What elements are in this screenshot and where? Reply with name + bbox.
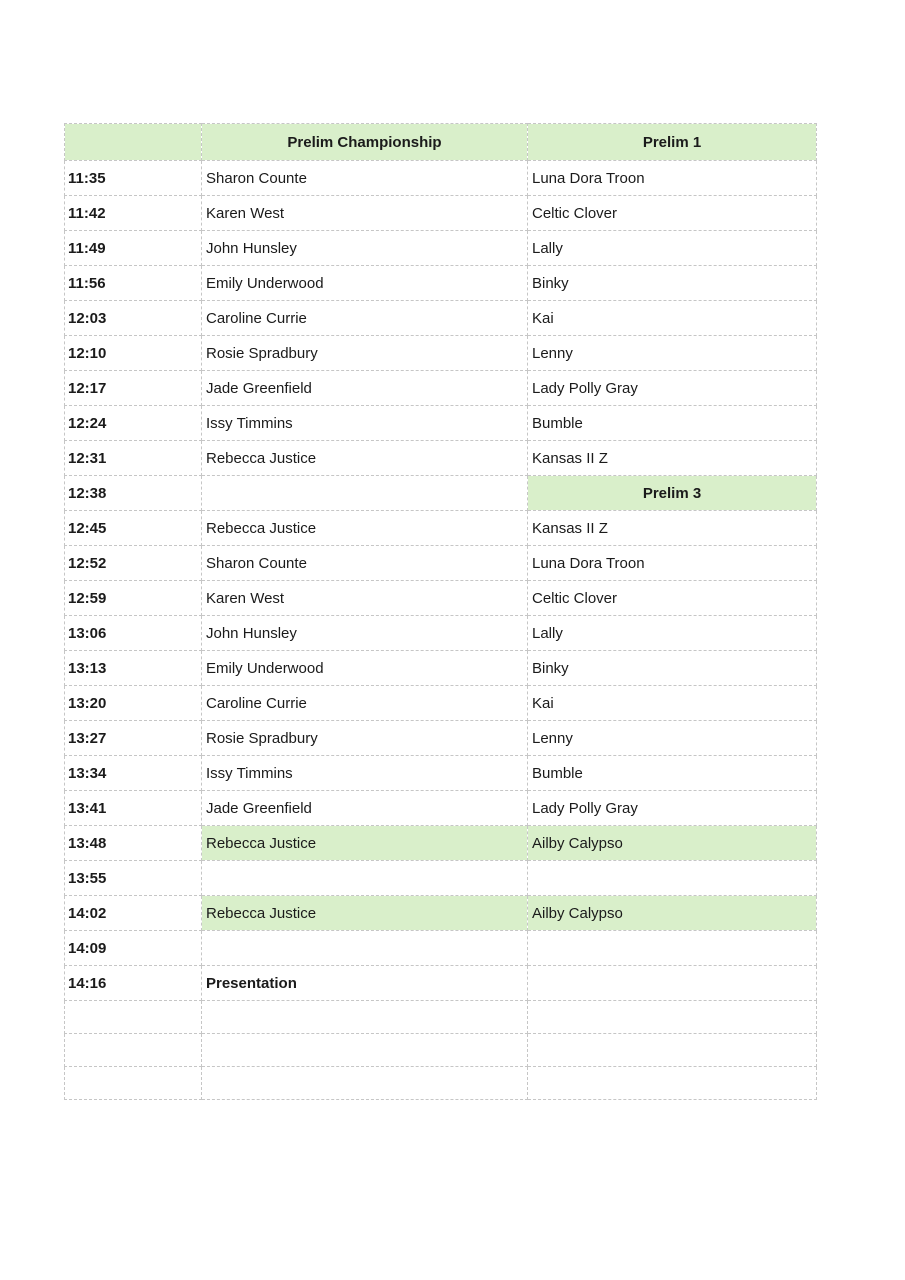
table-row (65, 511, 817, 546)
horse-cell: Lady Polly Gray (528, 371, 817, 406)
table-row (65, 756, 817, 791)
rider-cell: Rebecca Justice (202, 826, 528, 861)
table-row (65, 1001, 817, 1034)
table-row (65, 301, 817, 336)
table-row (65, 616, 817, 651)
table-row (65, 896, 817, 931)
table-row (65, 1034, 817, 1067)
header-class2-cell: Prelim 1 (528, 124, 817, 161)
rider-cell: Jade Greenfield (202, 371, 528, 406)
time-cell: 12:52 (65, 546, 202, 581)
table-row (65, 581, 817, 616)
time-cell: 14:16 (65, 966, 202, 1001)
time-cell: 13:06 (65, 616, 202, 651)
rider-cell: John Hunsley (202, 231, 528, 266)
rider-cell: Jade Greenfield (202, 791, 528, 826)
time-cell: 12:10 (65, 336, 202, 371)
table-row (65, 231, 817, 266)
rider-cell: Emily Underwood (202, 266, 528, 301)
rider-cell: Caroline Currie (202, 686, 528, 721)
horse-cell: Lenny (528, 721, 817, 756)
header-class1-cell: Prelim Championship (202, 124, 528, 161)
horse-cell: Celtic Clover (528, 581, 817, 616)
horse-cell (528, 1034, 817, 1067)
time-cell: 13:48 (65, 826, 202, 861)
horse-cell: Lally (528, 616, 817, 651)
horse-cell (528, 1067, 817, 1100)
header-time-cell (65, 124, 202, 161)
rider-cell: Rebecca Justice (202, 441, 528, 476)
table-row (65, 476, 817, 511)
horse-cell: Kai (528, 301, 817, 336)
table-row (65, 336, 817, 371)
rider-cell (202, 476, 528, 511)
rider-cell: Issy Timmins (202, 756, 528, 791)
rider-cell (202, 931, 528, 966)
horse-cell (528, 1001, 817, 1034)
time-cell: 11:35 (65, 161, 202, 196)
horse-cell: Bumble (528, 406, 817, 441)
horse-cell (528, 931, 817, 966)
rider-cell (202, 1034, 528, 1067)
time-cell: 13:13 (65, 651, 202, 686)
time-cell: 13:55 (65, 861, 202, 896)
section-header-cell: Prelim 3 (528, 476, 817, 511)
horse-cell: Kai (528, 686, 817, 721)
rider-cell: Sharon Counte (202, 161, 528, 196)
rider-cell (202, 1001, 528, 1034)
table-row (65, 546, 817, 581)
time-cell: 12:38 (65, 476, 202, 511)
time-cell: 12:45 (65, 511, 202, 546)
rider-cell: Presentation (202, 966, 528, 1001)
schedule-table (64, 123, 817, 1100)
rider-cell: Rosie Spradbury (202, 721, 528, 756)
horse-cell: Lally (528, 231, 817, 266)
time-cell: 12:03 (65, 301, 202, 336)
rider-cell (202, 861, 528, 896)
table-row (65, 966, 817, 1001)
rider-cell: Rebecca Justice (202, 511, 528, 546)
table-row (65, 686, 817, 721)
table-row (65, 371, 817, 406)
horse-cell (528, 966, 817, 1001)
table-row (65, 406, 817, 441)
horse-cell (528, 861, 817, 896)
table-row (65, 861, 817, 896)
time-cell (65, 1034, 202, 1067)
horse-cell: Ailby Calypso (528, 826, 817, 861)
rider-cell (202, 1067, 528, 1100)
table-row (65, 441, 817, 476)
time-cell (65, 1001, 202, 1034)
rider-cell: Rosie Spradbury (202, 336, 528, 371)
table-header-row (65, 124, 817, 161)
rider-cell: Issy Timmins (202, 406, 528, 441)
horse-cell: Lenny (528, 336, 817, 371)
horse-cell: Kansas II Z (528, 441, 817, 476)
time-cell: 13:41 (65, 791, 202, 826)
rider-cell: Emily Underwood (202, 651, 528, 686)
horse-cell: Binky (528, 651, 817, 686)
horse-cell: Ailby Calypso (528, 896, 817, 931)
time-cell: 14:02 (65, 896, 202, 931)
horse-cell: Lady Polly Gray (528, 791, 817, 826)
table-row (65, 931, 817, 966)
table-row (65, 161, 817, 196)
time-cell: 13:34 (65, 756, 202, 791)
time-cell: 11:49 (65, 231, 202, 266)
table-row (65, 721, 817, 756)
time-cell: 11:56 (65, 266, 202, 301)
table-row (65, 266, 817, 301)
time-cell: 11:42 (65, 196, 202, 231)
horse-cell: Luna Dora Troon (528, 161, 817, 196)
rider-cell: Sharon Counte (202, 546, 528, 581)
rider-cell: John Hunsley (202, 616, 528, 651)
rider-cell: Rebecca Justice (202, 896, 528, 931)
horse-cell: Kansas II Z (528, 511, 817, 546)
time-cell: 12:31 (65, 441, 202, 476)
horse-cell: Luna Dora Troon (528, 546, 817, 581)
time-cell (65, 1067, 202, 1100)
time-cell: 13:20 (65, 686, 202, 721)
table-row (65, 791, 817, 826)
horse-cell: Celtic Clover (528, 196, 817, 231)
horse-cell: Bumble (528, 756, 817, 791)
time-cell: 12:24 (65, 406, 202, 441)
table-row (65, 196, 817, 231)
table-row (65, 651, 817, 686)
time-cell: 14:09 (65, 931, 202, 966)
time-cell: 12:17 (65, 371, 202, 406)
rider-cell: Karen West (202, 581, 528, 616)
table-row (65, 1067, 817, 1100)
rider-cell: Caroline Currie (202, 301, 528, 336)
time-cell: 13:27 (65, 721, 202, 756)
rider-cell: Karen West (202, 196, 528, 231)
time-cell: 12:59 (65, 581, 202, 616)
table-row (65, 826, 817, 861)
horse-cell: Binky (528, 266, 817, 301)
